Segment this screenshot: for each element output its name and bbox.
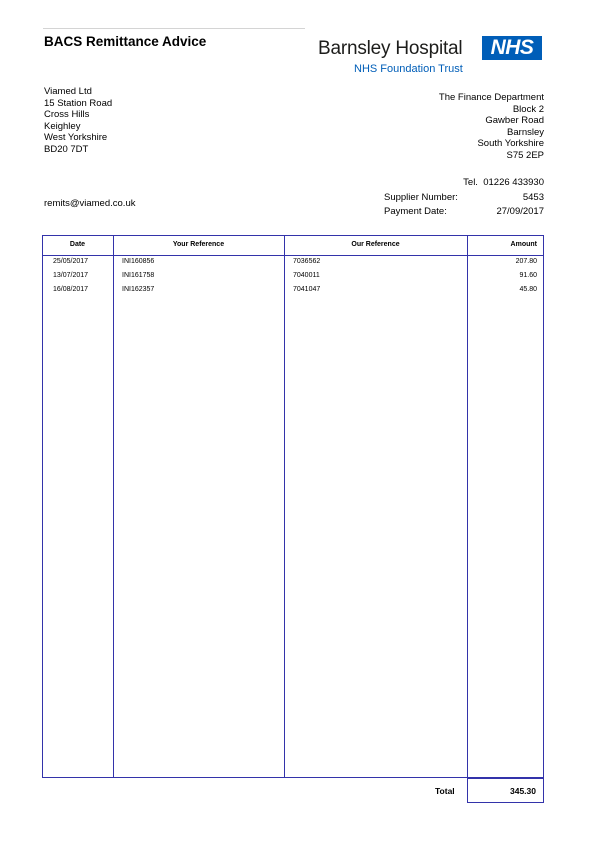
sender-line: Barnsley <box>507 126 544 138</box>
recipient-line: BD20 7DT <box>44 143 89 155</box>
row-date: 13/07/2017 <box>53 272 89 279</box>
total-box <box>467 778 544 803</box>
hospital-logo <box>318 34 546 78</box>
row-amount: 207.80 <box>515 258 537 265</box>
recipient-address <box>44 86 112 156</box>
sender-line: South Yorkshire <box>477 138 544 150</box>
header-our-reference: Our Reference <box>351 241 400 248</box>
tel-number: 01226 433930 <box>483 177 544 188</box>
recipient-line: 15 Station Road <box>44 97 113 109</box>
column-divider <box>284 235 285 778</box>
header-date: Date <box>69 241 86 248</box>
recipient-line: Cross Hills <box>44 109 90 121</box>
sender-line: Gawber Road <box>485 115 544 127</box>
total-value: 345.30 <box>510 786 536 796</box>
recipient-line: Keighley <box>44 120 81 132</box>
row-our-reference: 7036562 <box>293 258 321 265</box>
recipient-email: remits@viamed.co.uk <box>44 198 136 209</box>
document-title: BACS Remittance Advice <box>44 34 207 49</box>
top-divider <box>43 28 305 29</box>
recipient-line: West Yorkshire <box>44 132 108 144</box>
remittance-table <box>42 235 544 778</box>
row-amount: 91.60 <box>519 272 537 279</box>
total-label: Total <box>435 786 455 796</box>
row-our-reference: 7040011 <box>293 272 320 279</box>
nhs-badge <box>482 36 542 60</box>
row-date: 25/05/2017 <box>53 258 89 265</box>
header-amount: Amount <box>510 241 537 248</box>
sender-telephone <box>463 177 544 188</box>
column-divider <box>113 235 114 778</box>
payment-date-label: Payment Date: <box>384 206 447 217</box>
sender-line: S75 2EP <box>506 149 544 161</box>
tel-label: Tel. <box>463 177 478 188</box>
row-date: 16/08/2017 <box>53 286 89 293</box>
sender-line: The Finance Department <box>438 92 544 103</box>
logo-hospital-name: Barnsley Hospital <box>318 38 463 59</box>
row-your-reference: INI161758 <box>122 272 155 279</box>
table-header-divider <box>42 255 544 256</box>
header-your-reference: Your Reference <box>172 241 225 248</box>
supplier-number-label: Supplier Number: <box>384 192 458 203</box>
column-divider <box>467 235 468 778</box>
supplier-number-value: 5453 <box>522 192 544 203</box>
recipient-line: Viamed Ltd <box>44 86 92 97</box>
row-our-reference: 7041047 <box>293 286 321 293</box>
nhs-badge-text: NHS <box>490 36 534 59</box>
row-amount: 45.80 <box>519 286 537 293</box>
logo-trust-name: NHS Foundation Trust <box>354 63 463 75</box>
row-your-reference: INI160856 <box>122 258 155 265</box>
sender-line: Block 2 <box>512 103 544 115</box>
payment-date-value: 27/09/2017 <box>496 206 544 217</box>
sender-address <box>439 92 544 162</box>
row-your-reference: INI162357 <box>122 286 155 293</box>
